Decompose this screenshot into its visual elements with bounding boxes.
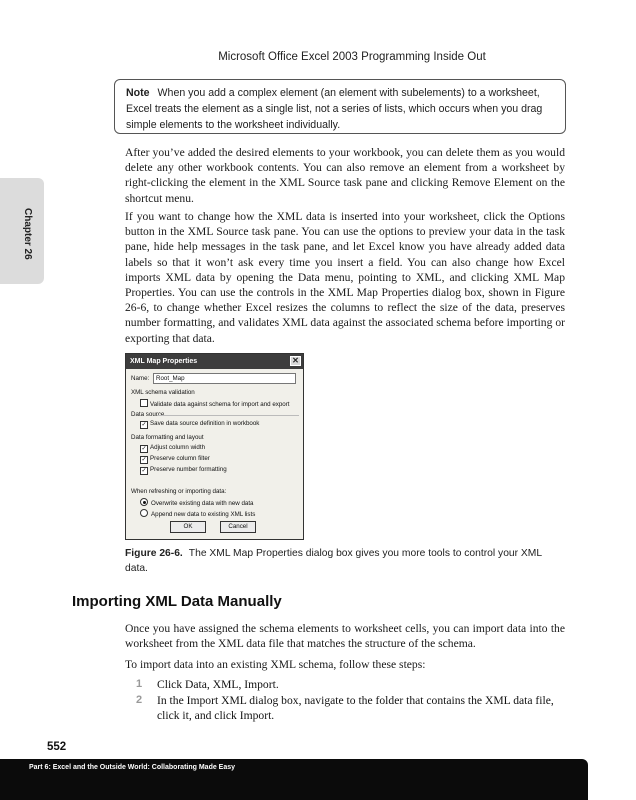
refresh-label: When refreshing or importing data:	[131, 488, 227, 495]
adjust-width-option-label: Adjust column width	[150, 444, 206, 451]
append-radio[interactable]	[140, 509, 148, 517]
page-number: 552	[47, 741, 67, 753]
save-source-option[interactable]	[140, 420, 259, 429]
append-option[interactable]	[140, 509, 255, 518]
section-heading: Importing XML Data Manually	[72, 593, 282, 610]
adjust-width-option[interactable]	[140, 444, 205, 453]
preserve-number-option[interactable]	[140, 466, 227, 475]
paragraph-2	[125, 209, 565, 346]
note-text: When you add a complex element (an element with subelements) to a worksheet, Excel treats the element as a single list, not a series of lists, which occurs when you drag simple elements to the worksheet individually.	[126, 87, 543, 131]
note-label: Note	[126, 87, 150, 99]
validate-option[interactable]	[140, 399, 290, 408]
data-source-label: Data source	[131, 411, 165, 418]
paragraph-4	[125, 657, 565, 672]
paragraph-3-text: Once you have assigned the schema elements to worksheet cells, you can import data into the worksheet from the XML data file that matches the structure of the schema.	[125, 622, 565, 651]
preserve-filter-option-label: Preserve column filter	[150, 455, 210, 462]
validate-checkbox[interactable]	[140, 399, 148, 407]
running-head: Microsoft Office Excel 2003 Programming Inside Out	[218, 51, 486, 63]
note-box	[114, 79, 566, 134]
xml-map-properties-dialog	[125, 353, 304, 540]
save-source-checkbox[interactable]: ✓	[141, 422, 147, 428]
preserve-number-checkbox[interactable]: ✓	[141, 468, 147, 474]
chapter-label: Chapter 26	[22, 208, 33, 260]
figure-label: Figure 26-6.	[125, 548, 183, 559]
step-number: 1	[136, 678, 143, 690]
cancel-button[interactable]: Cancel	[220, 521, 256, 533]
footer-text: Part 6: Excel and the Outside World: Collaborating Made Easy	[29, 764, 236, 771]
adjust-width-checkbox[interactable]: ✓	[141, 446, 147, 452]
paragraph-4-text: To import data into an existing XML schema, follow these steps:	[125, 658, 426, 671]
ok-button[interactable]: OK	[170, 521, 206, 533]
list-item	[125, 677, 565, 692]
formatting-label: Data formatting and layout	[131, 434, 204, 441]
figure-caption	[125, 546, 565, 576]
dialog-title: XML Map Properties	[130, 358, 198, 365]
overwrite-option[interactable]	[140, 498, 254, 507]
preserve-number-option-label: Preserve number formatting	[150, 466, 227, 473]
validate-option-label: Validate data against schema for import and export	[150, 401, 290, 408]
step-text: Click Data, XML, Import.	[157, 678, 279, 691]
step-text: In the Import XML dialog box, navigate to the folder that contains the XML data file, click it, and click Import.	[157, 694, 554, 722]
save-source-option-label: Save data source definition in workbook	[150, 420, 260, 427]
overwrite-radio[interactable]	[140, 498, 148, 506]
preserve-filter-checkbox[interactable]: ✓	[141, 457, 147, 463]
close-icon[interactable]: ✕	[290, 356, 301, 366]
overwrite-option-label: Overwrite existing data with new data	[151, 500, 254, 507]
preserve-filter-option[interactable]	[140, 455, 210, 464]
append-option-label: Append new data to existing XML lists	[151, 511, 256, 518]
step-number: 2	[136, 694, 143, 706]
list-item	[125, 693, 565, 723]
figure-caption-text: The XML Map Properties dialog box gives you more tools to control your XML data.	[125, 548, 542, 574]
paragraph-1-text: After you’ve added the desired elements to your workbook, you can delete them as you would delete any other workbook contents. You can also remove an element from a worksheet by right-clicking the element in the XML Source task pane and clicking Remove Element on the shortcut menu.	[125, 146, 565, 205]
data-source-divider	[157, 415, 299, 416]
footer-bar	[0, 759, 588, 800]
steps-list	[125, 677, 565, 724]
paragraph-1	[125, 145, 565, 206]
name-input[interactable]: Root_Map	[153, 373, 296, 384]
dialog-titlebar	[126, 354, 303, 369]
name-label: Name:	[131, 375, 150, 382]
schema-validation-label: XML schema validation	[131, 389, 195, 396]
paragraph-3	[125, 621, 565, 651]
paragraph-2-text: If you want to change how the XML data is inserted into your worksheet, click the Options button in the XML Source task pane. You can use the options to preview your data in the task pane, hide help messages in the task pane, and let Excel know you have already added data labels so that it won’t ask every time you insert a field. You can also change how Excel imports XML data by opening the Data menu, pointing to XML, and clicking XML Map Properties. You can use the controls in the XML Map Properties dialog box, shown in Figure 26-6, to change whether Excel resizes the columns to reflect the size of the data, preserves number formatting, and validates XML data against the associated schema before importing or exporting that data.	[125, 210, 565, 345]
chapter-tab	[0, 178, 44, 284]
